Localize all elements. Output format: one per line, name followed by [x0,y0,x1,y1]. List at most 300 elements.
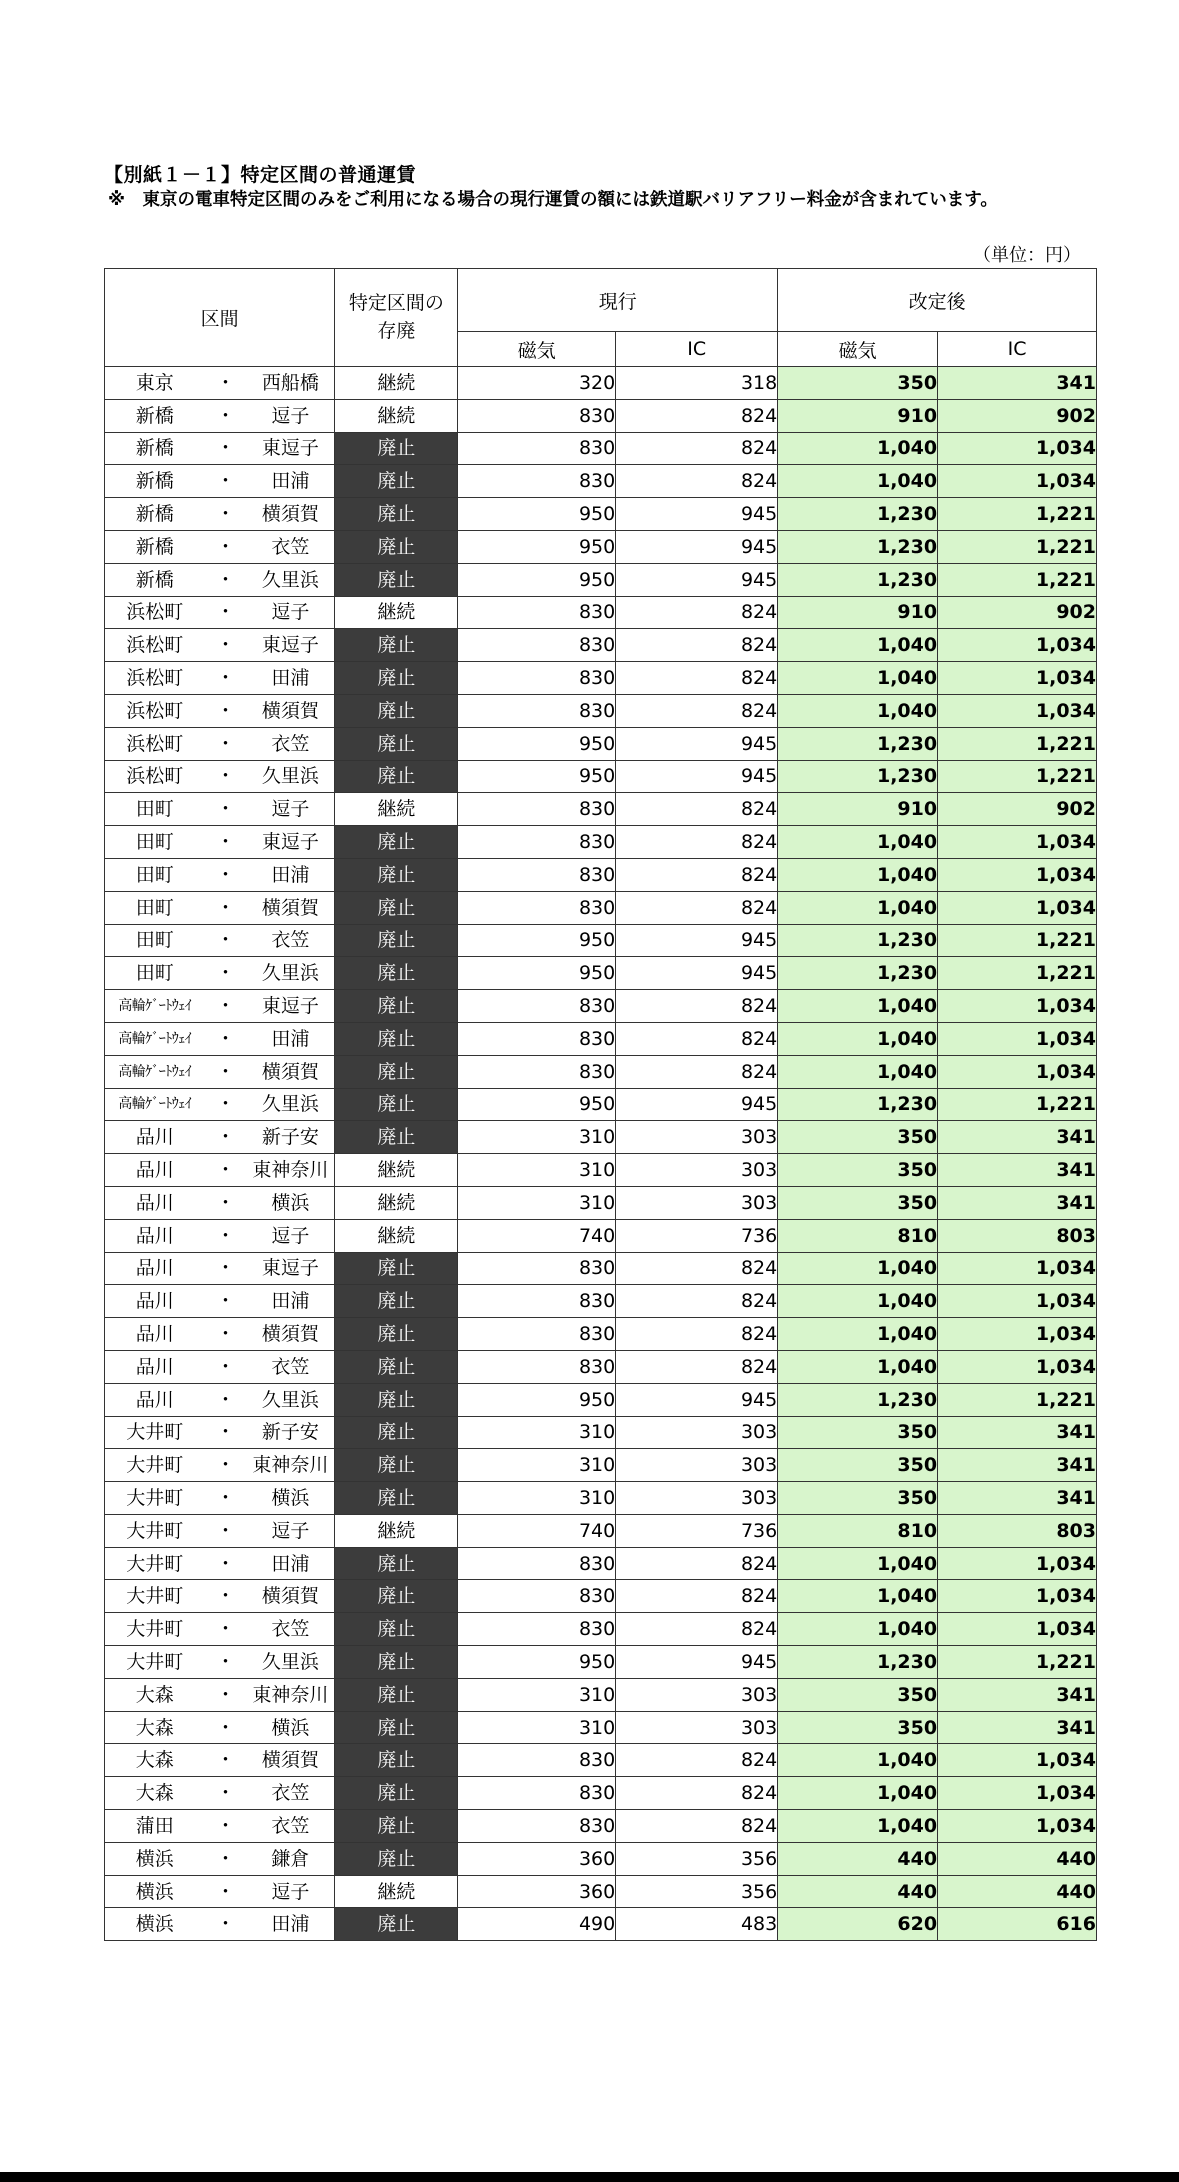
revised-magnetic-fare: 1,040 [778,891,938,924]
section-separator: ・ [204,563,246,596]
current-magnetic-fare: 310 [458,1711,616,1744]
status-cell: 廃止 [335,662,458,695]
destination-station: 横浜 [246,1482,334,1515]
current-ic-fare: 824 [616,629,778,662]
current-ic-fare: 824 [616,694,778,727]
current-ic-fare: 824 [616,1350,778,1383]
origin-station: 高輪ｹﾞｰﾄｳｪｲ [105,1055,205,1088]
table-row [105,891,1097,924]
revised-magnetic-fare: 810 [778,1514,938,1547]
revised-magnetic-fare: 1,230 [778,1646,938,1679]
table-row [105,760,1097,793]
status-cell: 継続 [335,793,458,826]
current-magnetic-fare: 360 [458,1842,616,1875]
origin-station: 新橋 [105,432,205,465]
section-separator: ・ [204,1350,246,1383]
section-header: 区間 [105,269,335,367]
status-cell: 廃止 [335,530,458,563]
section-separator: ・ [204,1088,246,1121]
table-row [105,1055,1097,1088]
table-row [105,563,1097,596]
origin-station: 品川 [105,1285,205,1318]
status-cell: 廃止 [335,1777,458,1810]
table-row [105,596,1097,629]
section-separator: ・ [204,432,246,465]
status-cell: 廃止 [335,1908,458,1941]
bottom-bar [0,2172,1179,2182]
status-cell: 廃止 [335,826,458,859]
fare-table-body [105,367,1097,1941]
destination-station: 久里浜 [246,1646,334,1679]
origin-station: 大森 [105,1678,205,1711]
table-row [105,793,1097,826]
table-row [105,1186,1097,1219]
status-cell: 継続 [335,1875,458,1908]
current-fare-header: 現行 [458,269,778,332]
revised-magnetic-fare: 1,230 [778,1088,938,1121]
section-separator: ・ [204,1449,246,1482]
origin-station: 新橋 [105,465,205,498]
revised-ic-fare: 1,221 [938,727,1097,760]
revised-ic-fare: 902 [938,793,1097,826]
destination-station: 衣笠 [246,1350,334,1383]
revised-magnetic-fare: 1,040 [778,662,938,695]
status-cell: 廃止 [335,858,458,891]
table-row [105,1646,1097,1679]
section-separator: ・ [204,530,246,563]
destination-station: 東逗子 [246,826,334,859]
current-ic-fare: 824 [616,1055,778,1088]
section-separator: ・ [204,629,246,662]
table-row [105,1514,1097,1547]
table-row [105,1449,1097,1482]
revised-ic-fare: 1,034 [938,432,1097,465]
destination-station: 東神奈川 [246,1449,334,1482]
destination-station: 田浦 [246,1547,334,1580]
table-row [105,1678,1097,1711]
current-ic-fare: 824 [616,990,778,1023]
destination-station: 横須賀 [246,498,334,531]
origin-station: 品川 [105,1383,205,1416]
unit-label: （単位：円） [973,245,1081,266]
table-row [105,1613,1097,1646]
current-ic-fare: 824 [616,793,778,826]
destination-station: 東神奈川 [246,1154,334,1187]
current-magnetic-fare: 830 [458,1547,616,1580]
revised-ic-fare: 1,034 [938,1777,1097,1810]
origin-station: 高輪ｹﾞｰﾄｳｪｲ [105,990,205,1023]
current-magnetic-fare: 830 [458,1777,616,1810]
current-magnetic-fare: 310 [458,1678,616,1711]
table-row [105,629,1097,662]
current-ic-fare: 736 [616,1514,778,1547]
current-ic-fare: 824 [616,432,778,465]
current-magnetic-fare: 950 [458,498,616,531]
revised-ic-fare: 1,034 [938,990,1097,1023]
origin-station: 新橋 [105,498,205,531]
revised-ic-fare: 1,221 [938,1646,1097,1679]
current-magnetic-fare: 830 [458,1022,616,1055]
status-cell: 継続 [335,367,458,400]
current-magnetic-fare: 830 [458,629,616,662]
section-separator: ・ [204,498,246,531]
origin-station: 大森 [105,1744,205,1777]
status-cell: 継続 [335,1219,458,1252]
origin-station: 品川 [105,1154,205,1187]
revised-ic-fare: 1,034 [938,891,1097,924]
revised-ic-fare: 1,034 [938,1022,1097,1055]
destination-station: 久里浜 [246,563,334,596]
origin-station: 大森 [105,1711,205,1744]
revised-ic-fare: 1,221 [938,957,1097,990]
origin-station: 東京 [105,367,205,400]
revised-ic-fare: 1,034 [938,1252,1097,1285]
current-ic-fare: 303 [616,1482,778,1515]
revised-magnetic-fare: 1,040 [778,1055,938,1088]
section-separator: ・ [204,891,246,924]
status-cell: 廃止 [335,1810,458,1843]
section-separator: ・ [204,1121,246,1154]
current-ic-fare: 945 [616,924,778,957]
section-separator: ・ [204,990,246,1023]
current-magnetic-fare: 310 [458,1482,616,1515]
origin-station: 大井町 [105,1613,205,1646]
destination-station: 久里浜 [246,760,334,793]
current-magnetic-fare: 830 [458,1744,616,1777]
current-magnetic-fare: 310 [458,1416,616,1449]
status-cell: 廃止 [335,924,458,957]
revised-ic-fare: 1,221 [938,760,1097,793]
current-magnetic-fare: 830 [458,399,616,432]
destination-station: 逗子 [246,793,334,826]
table-row [105,727,1097,760]
current-ic-fare: 824 [616,1022,778,1055]
table-row [105,1777,1097,1810]
current-magnetic-fare: 830 [458,1285,616,1318]
section-separator: ・ [204,1055,246,1088]
section-separator: ・ [204,793,246,826]
current-ic-fare: 824 [616,1318,778,1351]
section-separator: ・ [204,399,246,432]
origin-station: 大井町 [105,1580,205,1613]
destination-station: 田浦 [246,1285,334,1318]
revised-ic-fare: 341 [938,1416,1097,1449]
current-ic-fare: 824 [616,596,778,629]
current-magnetic-fare: 830 [458,990,616,1023]
revised-ic-fare: 902 [938,399,1097,432]
destination-station: 横須賀 [246,1318,334,1351]
section-separator: ・ [204,1383,246,1416]
destination-station: 久里浜 [246,957,334,990]
revised-magnetic-fare: 1,040 [778,826,938,859]
revised-magnetic-fare: 1,040 [778,858,938,891]
current-ic-fare: 824 [616,399,778,432]
revised-ic-fare: 1,221 [938,563,1097,596]
current-ic-fare: 824 [616,1547,778,1580]
section-separator: ・ [204,1744,246,1777]
status-cell: 継続 [335,1186,458,1219]
current-magnetic-header: 磁気 [458,332,616,367]
destination-station: 久里浜 [246,1088,334,1121]
table-row [105,1580,1097,1613]
revised-magnetic-fare: 1,040 [778,990,938,1023]
table-row [105,432,1097,465]
origin-station: 品川 [105,1121,205,1154]
destination-station: 田浦 [246,1908,334,1941]
origin-station: 品川 [105,1350,205,1383]
current-magnetic-fare: 950 [458,924,616,957]
current-magnetic-fare: 310 [458,1186,616,1219]
revised-magnetic-fare: 1,040 [778,1777,938,1810]
revised-magnetic-fare: 1,230 [778,530,938,563]
status-cell: 廃止 [335,1055,458,1088]
origin-station: 浜松町 [105,596,205,629]
table-row [105,399,1097,432]
destination-station: 衣笠 [246,727,334,760]
origin-station: 高輪ｹﾞｰﾄｳｪｲ [105,1088,205,1121]
origin-station: 田町 [105,924,205,957]
table-row [105,530,1097,563]
status-cell: 廃止 [335,1350,458,1383]
revised-ic-fare: 1,221 [938,498,1097,531]
revised-magnetic-fare: 1,230 [778,924,938,957]
current-ic-fare: 824 [616,465,778,498]
current-ic-fare: 303 [616,1186,778,1219]
revised-ic-fare: 1,034 [938,1580,1097,1613]
revised-ic-fare: 1,034 [938,1055,1097,1088]
status-cell: 廃止 [335,1646,458,1679]
destination-station: 田浦 [246,1022,334,1055]
origin-station: 新橋 [105,563,205,596]
destination-station: 逗子 [246,1219,334,1252]
current-magnetic-fare: 740 [458,1514,616,1547]
current-magnetic-fare: 830 [458,1252,616,1285]
section-separator: ・ [204,858,246,891]
revised-magnetic-fare: 1,040 [778,1022,938,1055]
revised-magnetic-fare: 1,230 [778,760,938,793]
section-separator: ・ [204,662,246,695]
status-cell: 廃止 [335,1252,458,1285]
destination-station: 横浜 [246,1711,334,1744]
status-cell: 廃止 [335,1285,458,1318]
table-row [105,1318,1097,1351]
destination-station: 東逗子 [246,629,334,662]
current-ic-fare: 945 [616,760,778,793]
revised-ic-fare: 1,221 [938,1088,1097,1121]
current-magnetic-fare: 320 [458,367,616,400]
current-ic-fare: 945 [616,957,778,990]
status-cell: 継続 [335,399,458,432]
section-separator: ・ [204,1416,246,1449]
table-row [105,858,1097,891]
destination-station: 逗子 [246,1514,334,1547]
revised-magnetic-fare: 1,040 [778,629,938,662]
status-header: 特定区間の 存廃 [335,269,458,367]
destination-station: 鎌倉 [246,1842,334,1875]
current-ic-fare: 824 [616,1252,778,1285]
destination-station: 横須賀 [246,1744,334,1777]
current-ic-fare: 824 [616,1810,778,1843]
current-magnetic-fare: 830 [458,891,616,924]
current-ic-fare: 824 [616,1285,778,1318]
status-cell: 廃止 [335,465,458,498]
destination-station: 新子安 [246,1121,334,1154]
destination-station: 田浦 [246,858,334,891]
current-ic-fare: 483 [616,1908,778,1941]
revised-magnetic-fare: 1,040 [778,1810,938,1843]
origin-station: 高輪ｹﾞｰﾄｳｪｲ [105,1022,205,1055]
destination-station: 横須賀 [246,1055,334,1088]
current-ic-fare: 824 [616,891,778,924]
revised-magnetic-header: 磁気 [778,332,938,367]
current-ic-fare: 945 [616,727,778,760]
current-magnetic-fare: 830 [458,1350,616,1383]
revised-ic-fare: 1,221 [938,924,1097,957]
revised-magnetic-fare: 350 [778,1121,938,1154]
revised-ic-fare: 341 [938,1449,1097,1482]
revised-magnetic-fare: 910 [778,399,938,432]
status-cell: 廃止 [335,1711,458,1744]
status-cell: 廃止 [335,629,458,662]
status-cell: 廃止 [335,760,458,793]
revised-magnetic-fare: 620 [778,1908,938,1941]
status-cell: 継続 [335,1514,458,1547]
revised-magnetic-fare: 350 [778,1678,938,1711]
table-row [105,1154,1097,1187]
origin-station: 田町 [105,891,205,924]
origin-station: 品川 [105,1219,205,1252]
section-separator: ・ [204,1252,246,1285]
status-cell: 廃止 [335,1318,458,1351]
current-magnetic-fare: 360 [458,1875,616,1908]
status-cell: 廃止 [335,1547,458,1580]
destination-station: 衣笠 [246,924,334,957]
revised-magnetic-fare: 1,040 [778,432,938,465]
origin-station: 大森 [105,1777,205,1810]
current-magnetic-fare: 830 [458,596,616,629]
current-magnetic-fare: 830 [458,432,616,465]
revised-magnetic-fare: 350 [778,1186,938,1219]
current-ic-fare: 824 [616,1744,778,1777]
status-cell: 廃止 [335,1842,458,1875]
destination-station: 横須賀 [246,891,334,924]
document-title: 【別紙１－１】特定区間の普通運賃 [104,164,417,186]
current-ic-fare: 824 [616,1580,778,1613]
revised-magnetic-fare: 350 [778,1416,938,1449]
current-magnetic-fare: 950 [458,563,616,596]
revised-magnetic-fare: 350 [778,1449,938,1482]
section-separator: ・ [204,1613,246,1646]
section-separator: ・ [204,1219,246,1252]
section-separator: ・ [204,1318,246,1351]
revised-magnetic-fare: 1,040 [778,1350,938,1383]
revised-magnetic-fare: 440 [778,1842,938,1875]
table-row [105,1744,1097,1777]
revised-ic-fare: 1,034 [938,1810,1097,1843]
current-ic-fare: 356 [616,1842,778,1875]
current-ic-fare: 945 [616,563,778,596]
status-cell: 廃止 [335,1088,458,1121]
section-separator: ・ [204,465,246,498]
current-ic-fare: 356 [616,1875,778,1908]
section-separator: ・ [204,694,246,727]
revised-ic-fare: 440 [938,1875,1097,1908]
status-cell: 廃止 [335,727,458,760]
origin-station: 品川 [105,1318,205,1351]
revised-magnetic-fare: 1,040 [778,465,938,498]
section-separator: ・ [204,1022,246,1055]
current-magnetic-fare: 310 [458,1154,616,1187]
table-row [105,1022,1097,1055]
revised-ic-fare: 341 [938,1186,1097,1219]
table-row [105,367,1097,400]
revised-magnetic-fare: 910 [778,596,938,629]
revised-magnetic-fare: 350 [778,1154,938,1187]
origin-station: 田町 [105,858,205,891]
destination-station: 西船橋 [246,367,334,400]
revised-ic-fare: 341 [938,1482,1097,1515]
origin-station: 大井町 [105,1646,205,1679]
current-magnetic-fare: 490 [458,1908,616,1941]
origin-station: 浜松町 [105,727,205,760]
destination-station: 東神奈川 [246,1678,334,1711]
current-ic-fare: 824 [616,826,778,859]
fare-note: ※ 東京の電車特定区間のみをご利用になる場合の現行運賃の額には鉄道駅バリアフリー料金が含まれています。 [108,190,998,210]
table-row [105,1416,1097,1449]
table-row [105,662,1097,695]
current-magnetic-fare: 950 [458,727,616,760]
current-magnetic-fare: 950 [458,1646,616,1679]
current-magnetic-fare: 950 [458,1088,616,1121]
destination-station: 横須賀 [246,694,334,727]
current-ic-fare: 318 [616,367,778,400]
revised-magnetic-fare: 350 [778,367,938,400]
revised-ic-fare: 1,034 [938,1547,1097,1580]
section-separator: ・ [204,1514,246,1547]
status-cell: 廃止 [335,1416,458,1449]
section-separator: ・ [204,1908,246,1941]
revised-ic-fare: 341 [938,367,1097,400]
table-row [105,465,1097,498]
section-separator: ・ [204,1547,246,1580]
revised-magnetic-fare: 440 [778,1875,938,1908]
fare-table [104,268,1097,1941]
destination-station: 東逗子 [246,1252,334,1285]
current-ic-fare: 303 [616,1416,778,1449]
revised-ic-fare: 341 [938,1121,1097,1154]
destination-station: 東逗子 [246,990,334,1023]
section-separator: ・ [204,957,246,990]
status-cell: 廃止 [335,432,458,465]
current-magnetic-fare: 830 [458,1318,616,1351]
current-ic-fare: 303 [616,1154,778,1187]
section-separator: ・ [204,1580,246,1613]
section-separator: ・ [204,1810,246,1843]
revised-magnetic-fare: 1,040 [778,1285,938,1318]
revised-ic-fare: 1,034 [938,1744,1097,1777]
origin-station: 品川 [105,1252,205,1285]
table-row [105,826,1097,859]
destination-station: 衣笠 [246,1810,334,1843]
section-separator: ・ [204,924,246,957]
revised-magnetic-fare: 1,230 [778,563,938,596]
section-separator: ・ [204,1285,246,1318]
current-magnetic-fare: 310 [458,1121,616,1154]
status-cell: 廃止 [335,957,458,990]
section-separator: ・ [204,1711,246,1744]
table-row [105,1088,1097,1121]
section-separator: ・ [204,1154,246,1187]
